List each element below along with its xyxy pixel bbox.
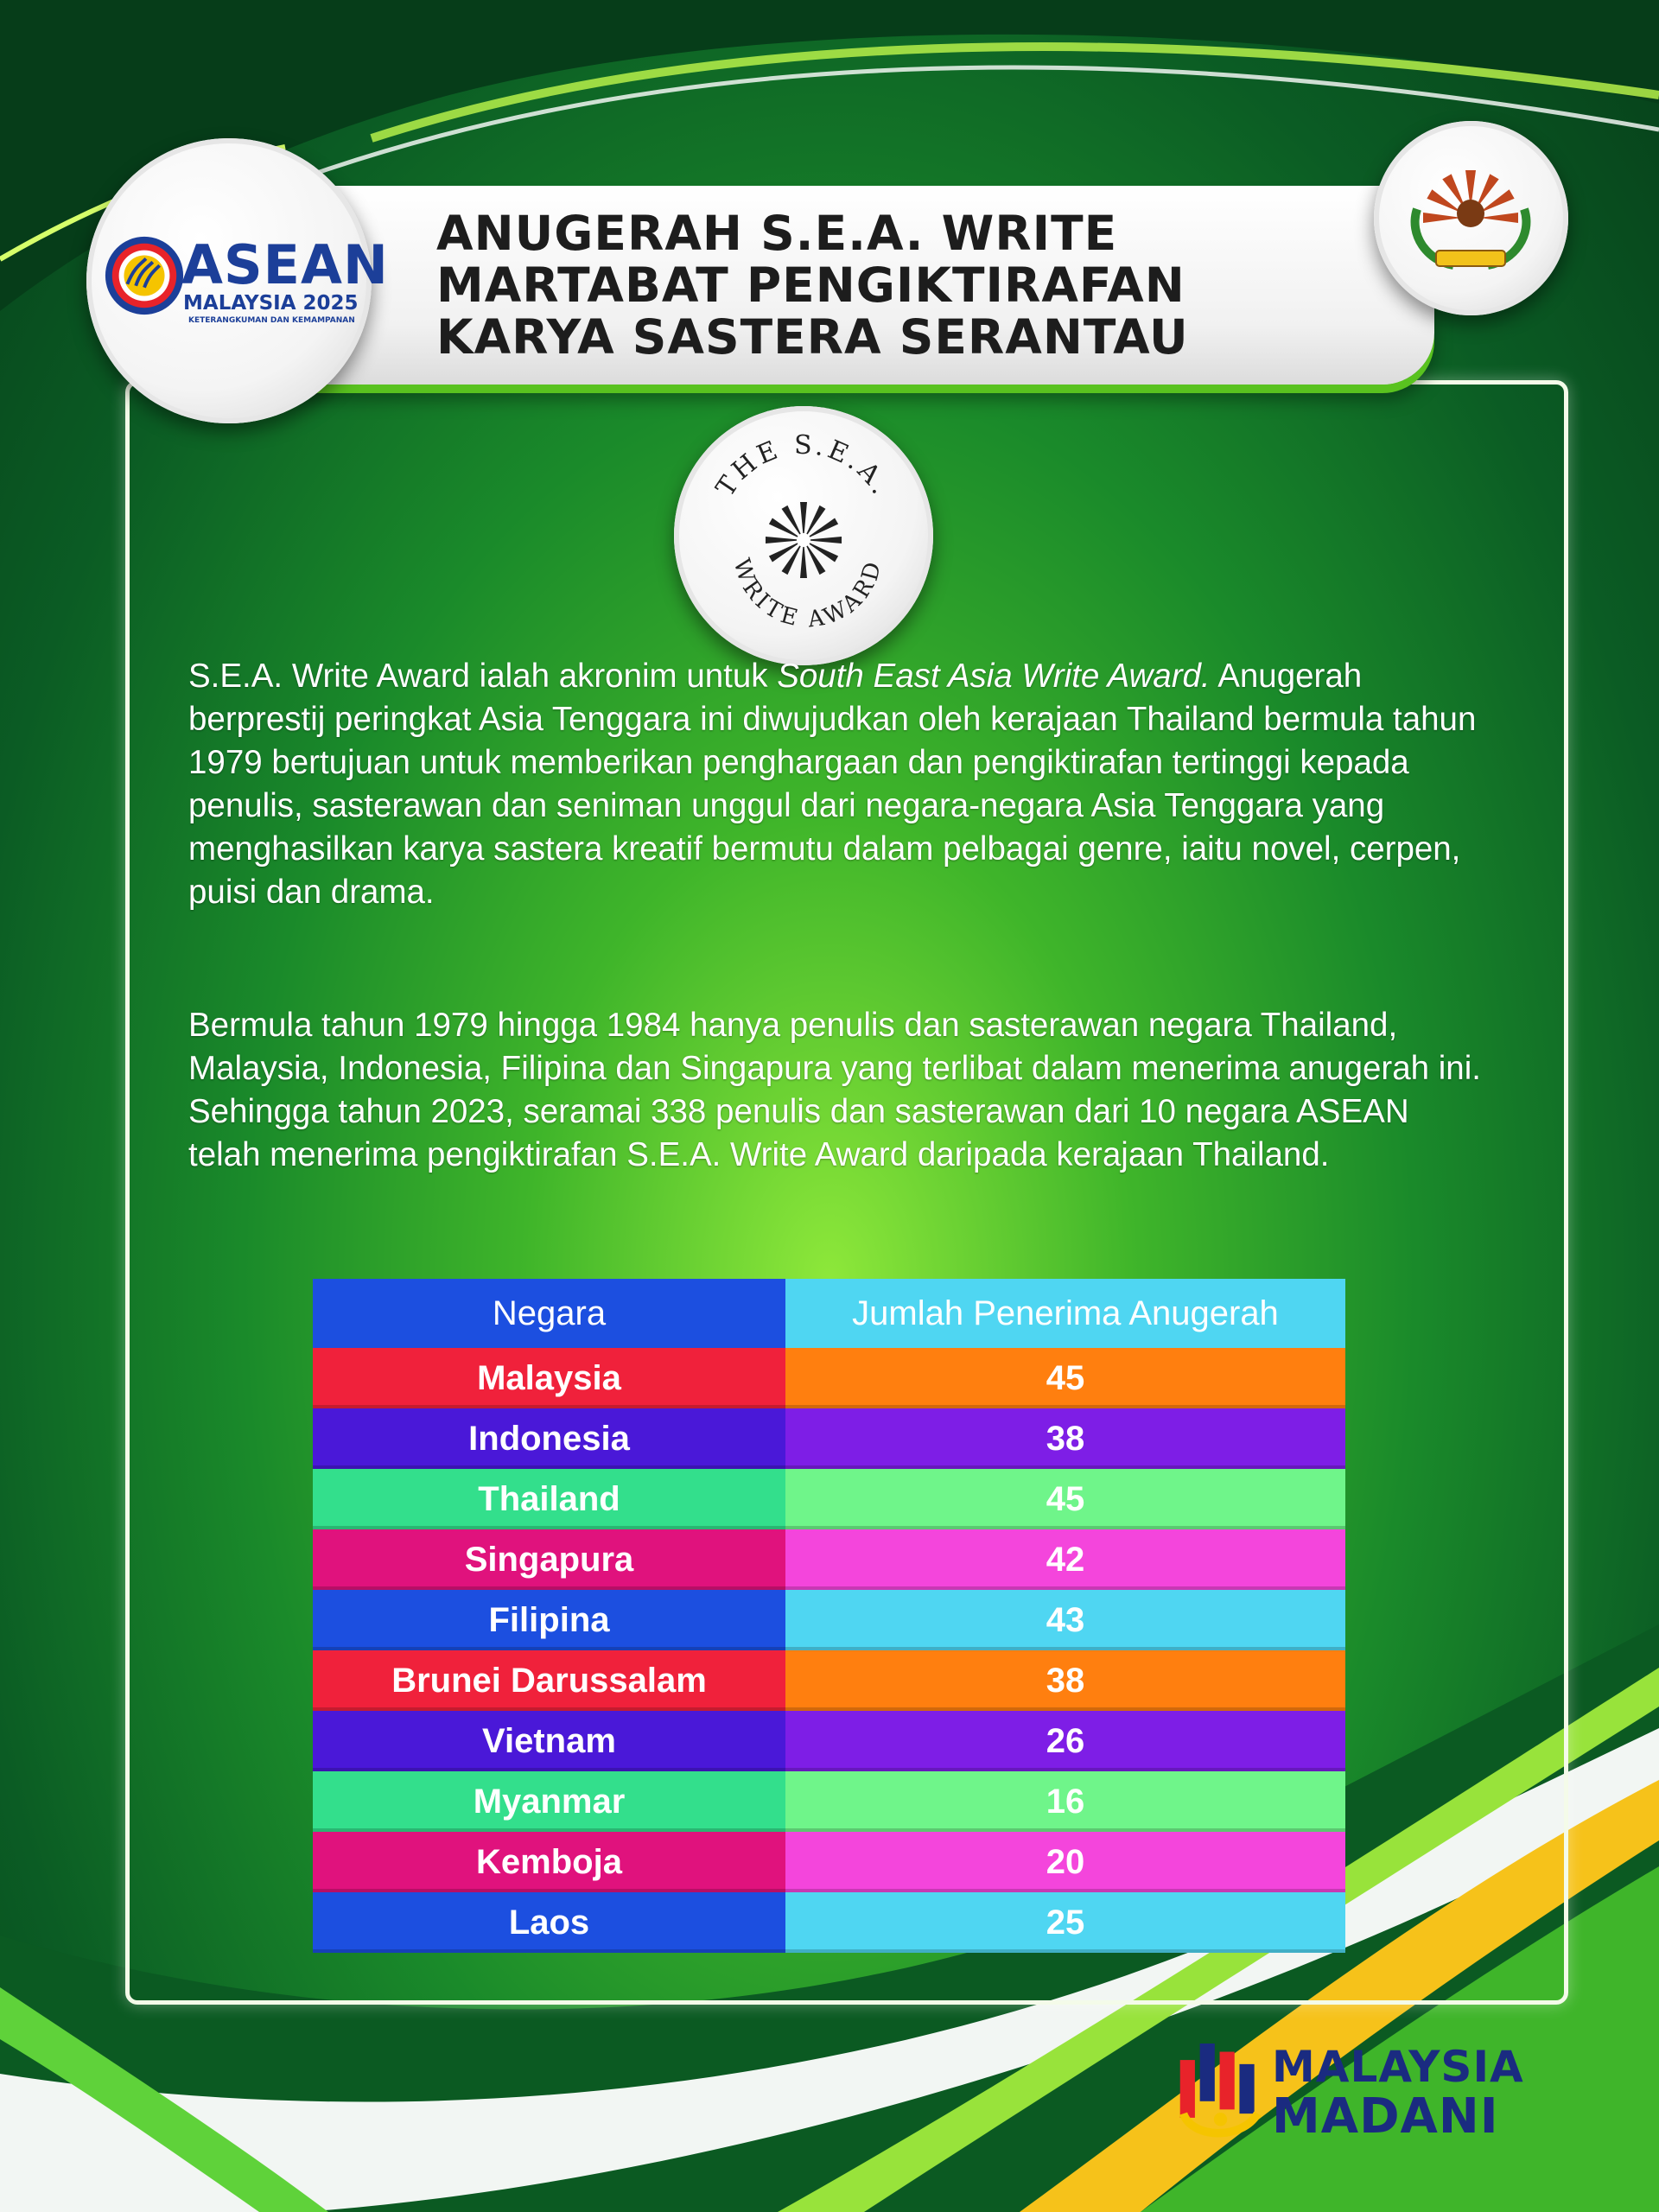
country-cell: Malaysia	[313, 1348, 785, 1408]
intro-p1-rest: Anugerah berprestij peringkat Asia Tenggara ini diwujudkan oleh kerajaan Thailand bermula tahun 1979 bertujuan untuk memberikan penghargaan dan pengiktirafan tertinggi kepada penulis, sasterawan dan seniman unggul dari negara-negara Asia Tenggara yang menghasilkan karya sastera kreatif bermutu dalam pelbagai genre, iaitu novel, cerpen, puisi dan drama.	[188, 658, 1477, 911]
malaysia-madani-logo	[1175, 2035, 1524, 2147]
header-country: Negara	[313, 1279, 785, 1348]
asean-word: ASEAN	[181, 233, 389, 296]
sea-write-award-logo	[674, 406, 933, 665]
recipient-count-cell: 45	[785, 1348, 1345, 1408]
recipient-count-cell: 45	[785, 1469, 1345, 1529]
country-cell: Filipina	[313, 1590, 785, 1650]
country-cell: Singapura	[313, 1529, 785, 1590]
crest-emblem-icon	[1374, 121, 1568, 315]
table-row	[313, 1650, 1345, 1711]
madani-line-2: MADANI	[1272, 2088, 1499, 2145]
country-cell: Brunei Darussalam	[313, 1650, 785, 1711]
title-line-3: KARYA SASTERA SERANTAU	[436, 309, 1189, 365]
country-cell: Kemboja	[313, 1832, 785, 1892]
table-row	[313, 1469, 1345, 1529]
table-row	[313, 1711, 1345, 1771]
sea-write-award-badge	[674, 406, 933, 665]
table-row	[313, 1892, 1345, 1953]
madani-mark-icon	[1175, 2035, 1266, 2143]
recipient-count-cell: 38	[785, 1650, 1345, 1711]
sea-logo-bottom-text: WRITE AWARD	[728, 556, 888, 633]
table-row	[313, 1408, 1345, 1469]
recipient-count-cell: 38	[785, 1408, 1345, 1469]
recipient-count-cell: 20	[785, 1832, 1345, 1892]
recipient-count-cell: 43	[785, 1590, 1345, 1650]
country-cell: Myanmar	[313, 1771, 785, 1832]
table-row	[313, 1348, 1345, 1408]
table-row	[313, 1529, 1345, 1590]
country-cell: Thailand	[313, 1469, 785, 1529]
madani-line-1: MALAYSIA	[1272, 2042, 1524, 2092]
table-row	[313, 1771, 1345, 1832]
page-title	[436, 207, 1189, 363]
svg-text:THE S.E.A.	[710, 430, 897, 502]
intro-p1-italic: South East Asia Write Award.	[777, 658, 1211, 695]
country-cell: Laos	[313, 1892, 785, 1953]
crest-emblem-badge	[1374, 121, 1568, 315]
table-row	[313, 1832, 1345, 1892]
asean-logo-icon	[102, 233, 187, 318]
table-row	[313, 1590, 1345, 1650]
intro-paragraph-2: Bermula tahun 1979 hingga 1984 hanya penulis dan sasterawan negara Thailand, Malaysia, Indonesia, Filipina dan Singapura yang terlibat dalam menerima anugerah ini. Sehingga tahun 2023, seramai 338 penulis dan sasterawan dari 10 negara ASEAN telah menerima pengiktirafan S.E.A. Write Award daripada kerajaan Thailand.	[188, 1007, 1481, 1173]
recipient-count-cell: 42	[785, 1529, 1345, 1590]
title-line-1: ANUGERAH S.E.A. WRITE	[436, 206, 1118, 261]
table-header-row	[313, 1279, 1345, 1348]
intro-paragraph-1	[188, 655, 1484, 914]
asean-tagline: KETERANGKUMAN DAN KEMAMPANAN	[188, 316, 355, 325]
svg-text:WRITE AWARD	[728, 556, 887, 633]
intro-p1-start: S.E.A. Write Award ialah akronim untuk	[188, 658, 778, 695]
sea-logo-top-text: THE S.E.A.	[710, 429, 898, 503]
recipient-count-cell: 16	[785, 1771, 1345, 1832]
asean-subtitle: MALAYSIA 2025	[183, 292, 359, 315]
country-cell: Indonesia	[313, 1408, 785, 1469]
title-line-2: MARTABAT PENGIKTIRAFAN	[436, 257, 1185, 313]
recipient-count-cell: 26	[785, 1711, 1345, 1771]
country-cell: Vietnam	[313, 1711, 785, 1771]
header-count: Jumlah Penerima Anugerah	[785, 1279, 1345, 1348]
table-body	[313, 1348, 1345, 1953]
recipient-count-cell: 25	[785, 1892, 1345, 1953]
asean-malaysia-2025-logo	[86, 138, 389, 423]
recipients-table	[313, 1279, 1345, 1953]
